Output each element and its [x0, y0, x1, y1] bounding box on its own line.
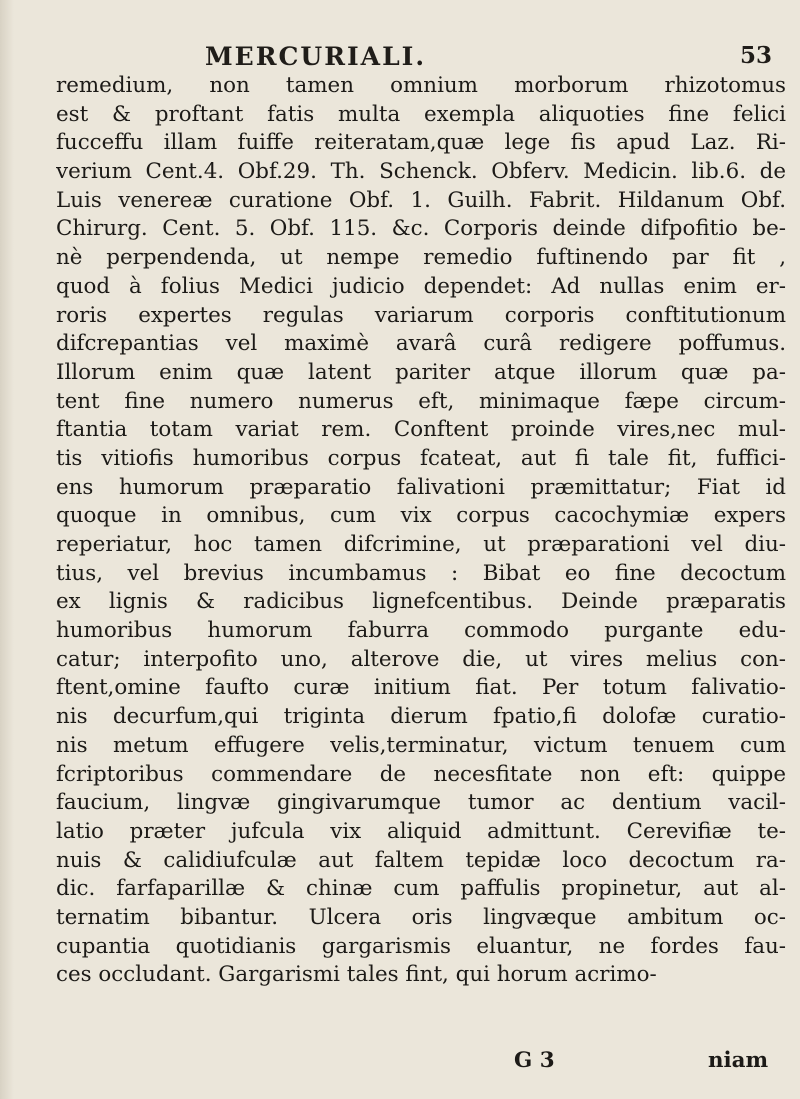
text-line: dic. farfaparillæ & chinæ cum paffulis propinetur, aut al-: [56, 876, 786, 902]
text-line: nis decurfum,qui triginta dierum fpatio,fi dolofæ curatio-: [56, 704, 786, 730]
catchword: niam: [708, 1048, 769, 1073]
text-line: ternatim bibantur. Ulcera oris lingvæque ambitum oc-: [56, 904, 786, 930]
text-line: ces occludant. Gargarismi tales fint, qui horum acrimo-: [56, 962, 657, 988]
gutter-shadow: [0, 0, 14, 1099]
text-line: Luis venereæ curatione Obf. 1. Guilh. Fabrit. Hildanum Obf.: [56, 187, 786, 213]
text-line: quod à folius Medici judicio dependet: Ad nullas enim er-: [56, 273, 786, 299]
text-line: roris expertes regulas variarum corporis conftitutionum: [56, 302, 786, 328]
text-line: latio præter jufcula vix aliquid admittunt. Cerevifiæ te-: [56, 818, 786, 844]
page-header: [0, 30, 800, 70]
body-text: [56, 72, 786, 990]
running-head: MERCURIALI.: [205, 42, 427, 71]
page-number: 53: [740, 42, 773, 69]
text-line: remedium, non tamen omnium morborum rhizotomus: [56, 73, 786, 98]
text-line: est & proftant fatis multa exempla aliquoties fine felici: [56, 101, 786, 127]
text-line: catur; interpofito uno, alterove die, ut vires melius con-: [56, 646, 786, 672]
signature-mark: G 3: [514, 1048, 555, 1073]
text-line: Illorum enim quæ latent pariter atque illorum quæ pa-: [56, 359, 786, 385]
text-line: ex lignis & radicibus lignefcentibus. Deinde præparatis: [56, 589, 786, 615]
text-line: Chirurg. Cent. 5. Obf. 115. &c. Corporis deinde difpofitio be-: [56, 216, 786, 242]
text-line: difcrepantias vel maximè avarâ curâ redigere poffumus.: [56, 331, 786, 357]
text-line: ftantia totam variat rem. Conftent proinde vires,nec mul-: [56, 417, 786, 443]
text-line: ftent,omine faufto curæ initium fiat. Per totum falivatio-: [56, 675, 786, 701]
text-line: nis metum effugere velis,terminatur, victum tenuem cum: [56, 732, 786, 758]
text-line: tis vitiofis humoribus corpus fcateat, aut fi tale fit, fuffici-: [56, 445, 786, 471]
text-line: faucium, lingvæ gingivarumque tumor ac dentium vacil-: [56, 790, 786, 816]
text-line: nè perpendenda, ut nempe remedio fuftinendo par fit ,: [56, 245, 786, 271]
page-footer: [56, 1047, 786, 1075]
text-line: reperiatur, hoc tamen difcrimine, ut præparationi vel diu-: [56, 532, 786, 557]
text-line: verium Cent.4. Obf.29. Th. Schenck. Obferv. Medicin. lib.6. de: [56, 159, 786, 185]
text-line: fucceffu illam fuiffe reiteratam,quæ lege fis apud Laz. Ri-: [56, 130, 786, 156]
text-line: nuis & calidiufculæ aut faltem tepidæ loco decoctum ra-: [56, 847, 786, 873]
text-line: cupantia quotidianis gargarismis eluantur, ne fordes fau-: [56, 933, 786, 959]
text-line: tent fine numero numerus eft, minimaque fæpe circum-: [56, 388, 786, 414]
text-line: tius, vel brevius incumbamus : Bibat eo fine decoctum: [56, 560, 786, 586]
text-line: fcriptoribus commendare de necesfitate non eft: quippe: [56, 761, 786, 787]
text-line: ens humorum præparatio falivationi præmittatur; Fiat id: [56, 474, 786, 500]
text-line: quoque in omnibus, cum vix corpus cacochymiæ expers: [56, 503, 786, 529]
text-line: humoribus humorum faburra commodo purgante edu-: [56, 618, 786, 644]
